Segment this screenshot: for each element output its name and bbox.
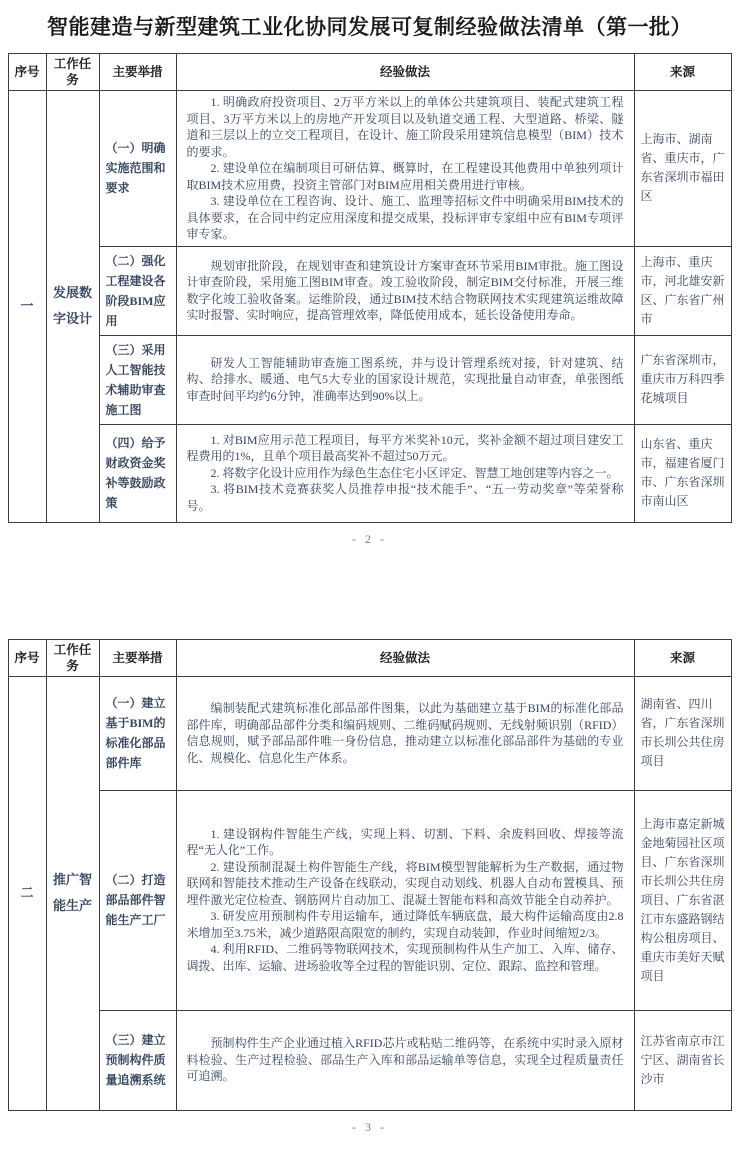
practice-paragraph: 1. 建设钢构件智能生产线，实现上料、切割、下料、余废料回收、焊接等流程“无人化”工作。 bbox=[186, 826, 624, 858]
practice-cell bbox=[176, 790, 634, 1010]
serial-cell: 一 bbox=[8, 91, 46, 523]
practice-paragraph: 编制装配式建筑标准化部品部件图集，以此为基础建立基于BIM的标准化部品部件库，明确部品部件分类和编码规则、二维码赋码规则、无线射频识别（RFID）信息规则，赋予部品部件唯一身份信息，推动建立以标准化部品部件为基础的专业化、规模化、信息化生产体系。 bbox=[186, 701, 624, 765]
header-serial: 序号 bbox=[8, 54, 46, 91]
page-number: - 3 - bbox=[352, 1119, 387, 1134]
table-row bbox=[8, 676, 731, 790]
header-practice: 经验做法 bbox=[176, 54, 634, 91]
measure-cell: （三）采用人工智能技术辅助审查施工图 bbox=[99, 335, 176, 424]
practice-paragraph: 研发人工智能辅助审查施工图系统，并与设计管理系统对接，针对建筑、结构、给排水、暖通、电气5大专业的国家设计规范，实现批量自动审查，单张图纸审查时间平均约6分钟，准确率达到90%以上。 bbox=[186, 355, 624, 403]
task-cell: 推广智能生产 bbox=[46, 676, 99, 1110]
practice-paragraph: 2. 建设预制混凝土构件智能生产线，将BIM模型智能解析为生产数据，通过物联网和智能技术推动生产设备在线联动，实现自动划线、机器人自动布置模具、预埋件激光定位检查、钢筋网片自动加工、混凝土智能布料和高效节能全自动养护。 bbox=[186, 859, 624, 907]
header-task: 工作任务 bbox=[46, 54, 99, 91]
practice-paragraph: 1. 明确政府投资项目、2万平方米以上的单体公共建筑项目、装配式建筑工程项目、3万平方米以上的房地产开发项目以及轨道交通工程、大型道路、桥梁、隧道和三层以上的立交工程项目，在设计、施工阶段采用建筑信息模型（BIM）技术的要求。 bbox=[186, 95, 624, 159]
practice-cell bbox=[176, 676, 634, 790]
practice-paragraph: 1. 对BIM应用示范工程项目，每平方米奖补10元，奖补金额不超过项目建安工程费用的1%，且单个项目最高奖补不超过50万元。 bbox=[186, 432, 624, 464]
header-practice: 经验做法 bbox=[176, 639, 634, 676]
source-cell: 上海市嘉定新城金地菊园社区项目、广东省深圳市长圳公共住房项目、广东省湛江市东盛路钢结构公租房项目、重庆市美好天赋项目 bbox=[634, 790, 731, 1010]
header-task: 工作任务 bbox=[46, 639, 99, 676]
table-header-row bbox=[8, 639, 731, 676]
measure-cell: （一）明确实施范围和要求 bbox=[99, 91, 176, 247]
practice-paragraph: 规划审批阶段，在规划审查和建筑设计方案审查环节采用BIM审批。施工图设计审查阶段，采用施工图BIM审查。竣工验收阶段，制定BIM交付标准，开展三维数字化竣工验收备案。运维阶段，通过BIM技术结合物联网技术实现建筑运维故障实时报警、实时响应，提高管理效率，降低使用成本，延长设备使用寿命。 bbox=[186, 258, 624, 322]
practice-cell bbox=[176, 91, 634, 247]
serial-cell: 二 bbox=[8, 676, 46, 1110]
practice-paragraph: 3. 研发应用预制构件专用运输车，通过降低车辆底盘，最大构件运输高度由2.8米增加至3.75米，减少道路限高限宽的制约，实现自动装卸，作业时间缩短2/3。 bbox=[186, 909, 624, 940]
practice-paragraph: 预制构件生产企业通过植入RFID芯片或粘贴二维码等，在系统中实时录入原材料检验、生产过程检验、部品生产入库和部品运输单等信息，实现全过程质量责任可追溯。 bbox=[186, 1036, 624, 1084]
source-cell: 上海市、重庆市，河北雄安新区、广东省广州市 bbox=[634, 246, 731, 335]
practice-paragraph: 2. 建设单位在编制项目可研估算、概算时，在工程建设其他费用中单独列项计取BIM技术应用费，投资主管部门对BIM应用相关费用进行审核。 bbox=[186, 161, 624, 192]
practice-paragraph: 3. 将BIM技术竞赛获奖人员推荐申报“技术能手”、“五一劳动奖章”等荣誉称号。 bbox=[186, 482, 624, 513]
page-number: - 2 - bbox=[352, 531, 387, 546]
header-source: 来源 bbox=[634, 54, 731, 91]
practice-cell bbox=[176, 424, 634, 522]
measure-cell: （二）打造部品部件智能生产工厂 bbox=[99, 790, 176, 1010]
practice-paragraph: 3. 建设单位在工程咨询、设计、施工、监理等招标文件中明确采用BIM技术的具体要求，在合同中约定应用深度和提交成果，投标评审专家组中应有BIM专项评审专家。 bbox=[186, 194, 624, 241]
table-row bbox=[8, 335, 731, 424]
source-cell: 上海市、湖南省、重庆市，广东省深圳市福田区 bbox=[634, 91, 731, 247]
measure-cell: （三）建立预制构件质量追溯系统 bbox=[99, 1010, 176, 1110]
page-2 bbox=[0, 0, 739, 547]
page-break-gap bbox=[0, 547, 739, 639]
header-measure: 主要举措 bbox=[99, 639, 176, 676]
table-row bbox=[8, 246, 731, 335]
header-source: 来源 bbox=[634, 639, 731, 676]
source-cell: 湖南省、四川省，广东省深圳市长圳公共住房项目 bbox=[634, 676, 731, 790]
practice-cell bbox=[176, 1010, 634, 1110]
source-cell: 广东省深圳市，重庆市万科四季花城项目 bbox=[634, 335, 731, 424]
header-measure: 主要举措 bbox=[99, 54, 176, 91]
table-row bbox=[8, 424, 731, 522]
measure-cell: （四）给予财政资金奖补等鼓励政策 bbox=[99, 424, 176, 522]
task-cell: 发展数字设计 bbox=[46, 91, 99, 523]
bottom-margin bbox=[0, 1135, 739, 1149]
table-row bbox=[8, 1010, 731, 1110]
practice-paragraph: 2. 将数字化设计应用作为绿色生态住宅小区评定、智慧工地创建等内容之一。 bbox=[210, 465, 619, 480]
table-row bbox=[8, 91, 731, 247]
table-header-row bbox=[8, 54, 731, 91]
table-row bbox=[8, 790, 731, 1010]
measure-cell: （二）强化工程建设各阶段BIM应用 bbox=[99, 246, 176, 335]
page-3 bbox=[0, 639, 739, 1135]
experience-table-page3 bbox=[8, 639, 732, 1111]
practice-cell bbox=[176, 335, 634, 424]
measure-cell: （一）建立基于BIM的标准化部品部件库 bbox=[99, 676, 176, 790]
source-cell: 江苏省南京市江宁区、湖南省长沙市 bbox=[634, 1010, 731, 1110]
header-serial: 序号 bbox=[8, 639, 46, 676]
practice-cell bbox=[176, 246, 634, 335]
page-title: 智能建造与新型建筑工业化协同发展可复制经验做法清单（第一批） bbox=[47, 15, 692, 39]
experience-table-page2 bbox=[8, 53, 732, 523]
source-cell: 山东省、重庆市，福建省厦门市、广东省深圳市南山区 bbox=[634, 424, 731, 522]
practice-paragraph: 4. 利用RFID、二维码等物联网技术，实现预制构件从生产加工、入库、储存、调拨、出库、运输、进场验收等全过程的智能识别、定位、跟踪、监控和管理。 bbox=[186, 942, 624, 973]
